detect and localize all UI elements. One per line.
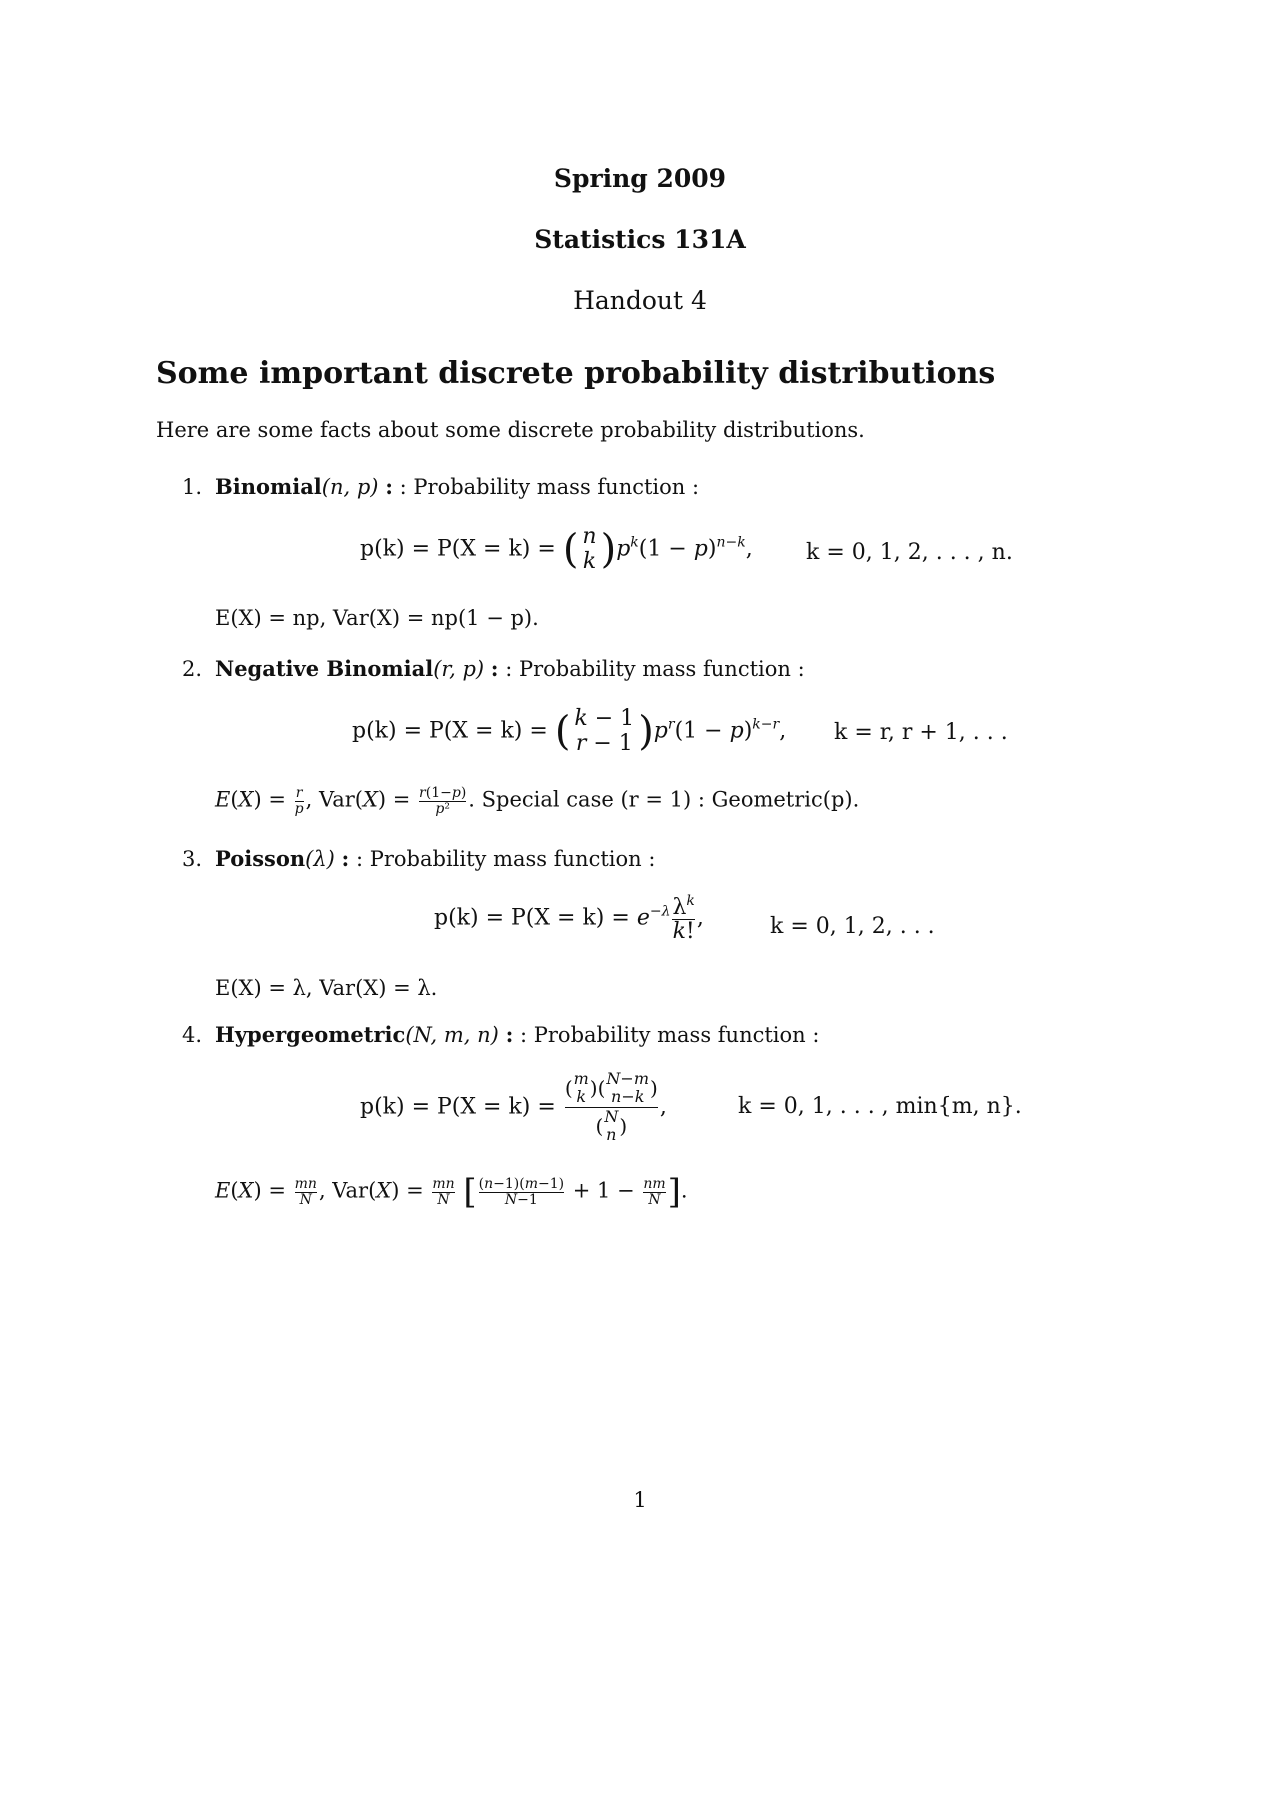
page-number: 1 (633, 1488, 647, 1512)
hypergeometric-support: k = 0, 1, . . . , min{m, n}. (738, 1094, 1022, 1119)
item-description: : Probability mass function : (399, 475, 700, 499)
hypergeometric-moments: E(X) = $\frac{mn}{N}$ , Var(X) = $\frac{mn}{N}$ [ $\frac{(n-1)(m-1)}{N-1}$ + 1 − $\frac{nm}{N}$ ]. (215, 1172, 688, 1212)
item-number: 3. (182, 847, 203, 871)
item-number: 2. (182, 657, 203, 681)
binomial-moments: E(X) = np, Var(X) = np(1 − p). (215, 606, 539, 630)
special-case-note: . Special case (r = 1) : Geometric(p). (468, 787, 860, 812)
intro-paragraph: Here are some facts about some discrete probability distributions. (156, 418, 865, 442)
binomial-pmf-formula: p(k) = P(X = k) = ( n k )$p^k(1 - p)^{n-k}$, (360, 524, 753, 575)
negative-binomial-moments: E(X) = $\frac{r}{p}$ , Var(X) = $\frac{r(1-p)}{\text{p²}}$ . Special case (r = 1) : Geometric(p). (215, 785, 860, 817)
binomial-support: k = 0, 1, 2, . . . , n. (806, 540, 1013, 565)
handout-label: Handout 4 (573, 286, 707, 315)
item-hypergeometric: 4. Hypergeometric(N, m, n) : : Probability mass function : (182, 1022, 820, 1047)
distribution-name: Binomial (215, 474, 322, 499)
distribution-name: Negative Binomial (215, 656, 434, 681)
distribution-name: Hypergeometric (215, 1022, 406, 1047)
term-heading: Spring 2009 (553, 164, 727, 193)
formula-lhs: p(k) = P(X = k) = (434, 905, 630, 931)
distribution-params: (n, p) (321, 475, 379, 499)
poisson-support: k = 0, 1, 2, . . . (770, 914, 935, 939)
formula-lhs: p(k) = P(X = k) = (360, 1094, 556, 1120)
item-description: : Probability mass function : (355, 847, 656, 871)
poisson-pmf-formula: $p(k) = P(X = k) = e^{-\lambda}$ $\frac{\lambda^k}{k!}$ , (434, 893, 704, 945)
document-title: Some important discrete probability distributions (156, 356, 996, 391)
distribution-params: (λ) (305, 847, 335, 871)
poisson-moments: E(X) = λ, Var(X) = λ. (215, 976, 438, 1000)
item-poisson: 3. Poisson(λ) : : Probability mass function : (182, 846, 656, 871)
formula-lhs: p(k) = P(X = k) = (360, 536, 556, 562)
item-number: 4. (182, 1023, 203, 1047)
item-negative-binomial: 2. Negative Binomial(r, p) : : Probability mass function : (182, 656, 805, 681)
negative-binomial-support: k = r, r + 1, . . . (834, 720, 1008, 745)
item-binomial: 1. Binomial(n, p) : : Probability mass function : (182, 474, 700, 499)
course-heading: Statistics 131A (534, 225, 746, 254)
formula-lhs: p(k) = P(X = k) = (352, 718, 548, 744)
distribution-params: (r, p) (433, 657, 485, 681)
hypergeometric-pmf-formula: p(k) = P(X = k) = ( m k )( N−m n−k ) ( N n ) , (360, 1069, 667, 1145)
distribution-params: (N, m, n) (405, 1023, 499, 1047)
negative-binomial-pmf-formula: p(k) = P(X = k) = ( k − 1 r − 1 )$p^r(1 - p)^{k-r}$, (352, 706, 787, 757)
item-number: 1. (182, 475, 203, 499)
distribution-name: Poisson (215, 846, 306, 871)
item-description: : Probability mass function : (505, 657, 805, 681)
item-description: : Probability mass function : (520, 1023, 820, 1047)
